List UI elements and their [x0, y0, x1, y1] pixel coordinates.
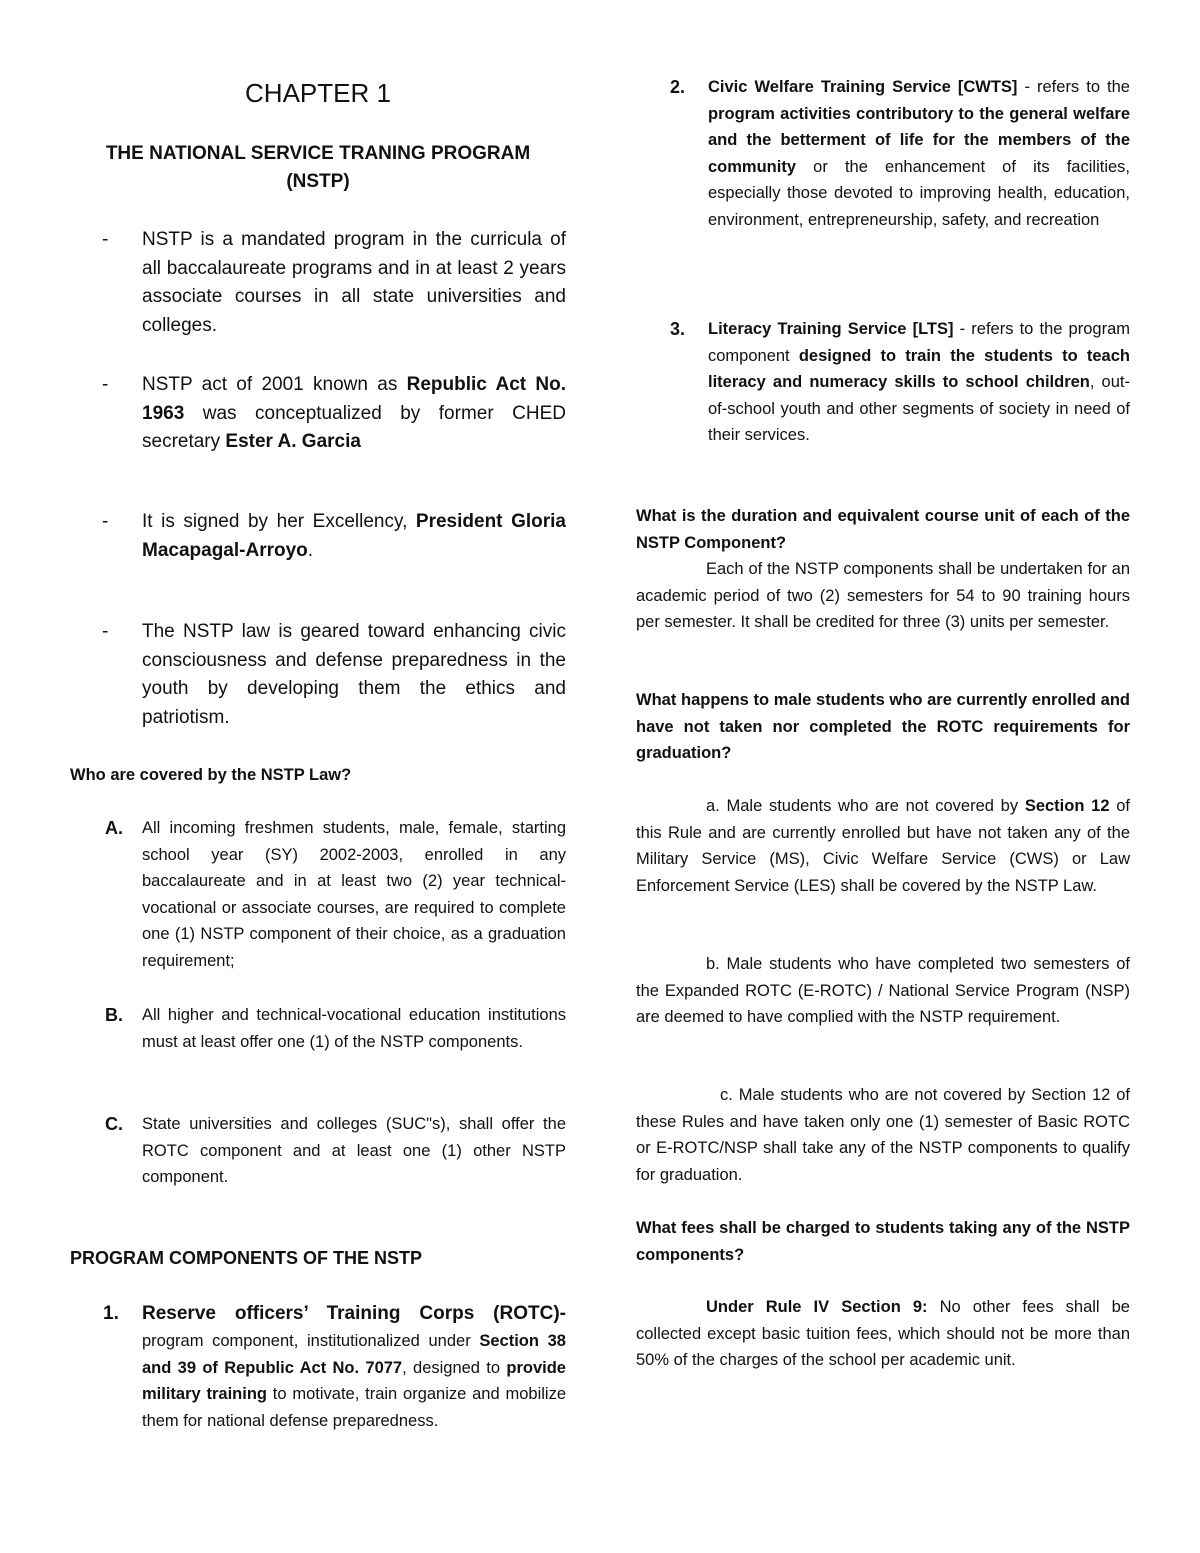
component-text: Literacy Training Service [LTS] - refers to the program component designed to train the students to teach literacy and numeracy skills to school children, out-of-school youth and other segments of society in need of their services.	[708, 320, 1130, 444]
bullet-dash: -	[102, 229, 109, 250]
bullet-dash: -	[102, 511, 109, 532]
bullet-signed-by	[70, 508, 566, 565]
section-heading-program-components: PROGRAM COMPONENTS OF THE NSTP	[70, 1248, 423, 1268]
item-label: B.	[105, 1005, 123, 1025]
list-item-b	[70, 1002, 566, 1055]
component-cwts	[636, 74, 1130, 233]
answer-duration: Each of the NSTP components shall be undertaken for an academic period of two (2) semesters for 54 to 90 training hours per semester. It shall be credited for three (3) units per semester.	[636, 560, 1130, 631]
item-label: A.	[105, 818, 123, 838]
question-who-covered: Who are covered by the NSTP Law?	[70, 766, 352, 784]
component-number: 3.	[670, 319, 686, 339]
subtitle-line-2: (NSTP)	[286, 171, 350, 192]
bullet-dash: -	[102, 621, 109, 642]
bullet-dash: -	[102, 374, 109, 395]
list-item-a	[70, 815, 566, 974]
question-duration: What is the duration and equivalent course unit of each of the NSTP Component?	[636, 507, 1130, 552]
item-label: C.	[105, 1114, 123, 1134]
answer-fees: Under Rule IV Section 9: No other fees shall be collected except basic tuition fees, which should not be more than 50% of the charges of the school per academic unit.	[636, 1298, 1130, 1369]
component-text: Reserve officers’ Training Corps (ROTC)- program component, institutionalized under Section 38 and 39 of Republic Act No. 7077, designed to provide military training to motivate, train organize and mobilize them for national defense preparedness.	[142, 1303, 566, 1430]
bullet-nstp-act	[70, 371, 566, 457]
bullet-text: NSTP is a mandated program in the curricula of all baccalaureate programs and in at least 2 years associate courses in all state universities and colleges.	[142, 229, 566, 336]
bullet-text: It is signed by her Excellency, President Gloria Macapagal-Arroyo.	[142, 511, 566, 561]
answer-male-c: c. Male students who are not covered by Section 12 of these Rules and have taken only one (1) semester of Basic ROTC or E-ROTC/NSP shall take any of the NSTP components to qualify for graduation.	[636, 1086, 1130, 1184]
bullet-text: NSTP act of 2001 known as Republic Act No. 1963 was conceptualized by former CHED secretary Ester A. Garcia	[142, 374, 567, 452]
component-lts	[636, 316, 1130, 449]
document-subtitle	[70, 140, 566, 196]
question-male-students: What happens to male students who are currently enrolled and have not taken nor completed the ROTC requirements for graduation?	[636, 691, 1130, 762]
question-fees: What fees shall be charged to students taking any of the NSTP components?	[636, 1219, 1130, 1264]
component-number: 1.	[103, 1303, 119, 1324]
component-text: Civic Welfare Training Service [CWTS] - refers to the program activities contributory to the general welfare and the betterment of life for the members of the community or the enhancement of its facilities, especially those devoted to improving health, education, environment, entrepreneurship, safety, and recreation	[708, 78, 1130, 229]
bullet-text: The NSTP law is geared toward enhancing civic consciousness and defense preparedness in the youth by developing them the ethics and patriotism.	[142, 621, 566, 728]
answer-male-a: a. Male students who are not covered by Section 12 of this Rule and are currently enrolled but have not taken any of the Military Service (MS), Civic Welfare Service (CWS) or Law Enforcement Service (LES) shall be covered by the NSTP Law.	[636, 797, 1130, 895]
chapter-title: CHAPTER 1	[245, 78, 391, 108]
list-item-c	[70, 1111, 566, 1191]
bullet-nstp-mandate	[70, 226, 566, 340]
item-text: All higher and technical-vocational education institutions must at least offer one (1) of the NSTP components.	[142, 1006, 566, 1051]
answer-male-b: b. Male students who have completed two semesters of the Expanded ROTC (E-ROTC) / National Service Program (NSP) are deemed to have complied with the NSTP requirement.	[636, 955, 1130, 1026]
item-text: State universities and colleges (SUC"s), shall offer the ROTC component and at least one (1) other NSTP component.	[142, 1115, 566, 1186]
subtitle-line-1: THE NATIONAL SERVICE TRANING PROGRAM	[105, 143, 531, 164]
item-text: All incoming freshmen students, male, female, starting school year (SY) 2002-2003, enrolled in any baccalaureate and in at least two (2) year technical-vocational or associate courses, are required to complete one (1) NSTP component of their choice, as a graduation requirement;	[142, 819, 566, 970]
component-number: 2.	[670, 77, 686, 97]
component-rotc	[70, 1300, 566, 1434]
bullet-nstp-law	[70, 618, 566, 732]
